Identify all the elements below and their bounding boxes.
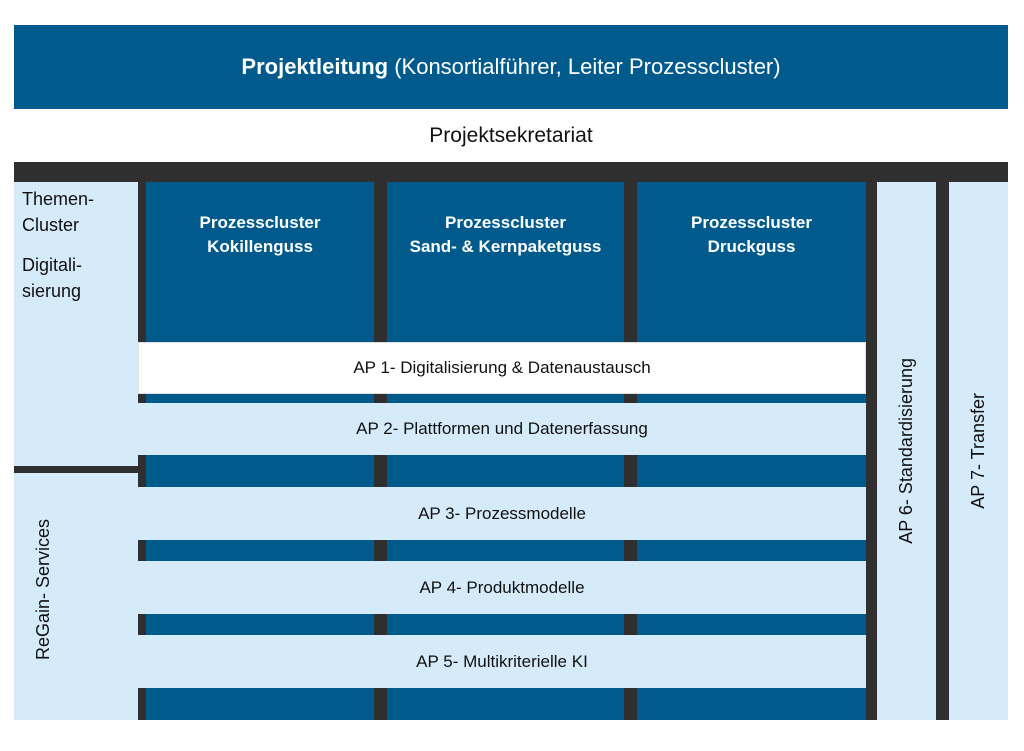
work-package-label: AP 3- Prozessmodelle — [418, 503, 586, 523]
work-package-ap2 — [138, 403, 866, 455]
work-package-label: AP 1- Digitalisierung & Datenaustausch — [353, 358, 651, 377]
work-package-ap1 — [138, 342, 866, 394]
work-package-label: AP 4- Produktmodelle — [419, 577, 585, 597]
cluster-header-line1: Prozesscluster — [445, 213, 566, 232]
cluster-header-kokillenguss — [146, 210, 374, 260]
header-divider-bar — [14, 162, 1008, 182]
work-package-label: AP 5- Multikriterielle KI — [416, 651, 588, 671]
digitalisierung-line2: sierung — [22, 281, 82, 301]
side-column-divider — [14, 466, 138, 473]
digitalisierung-line1: Digitali- — [22, 255, 83, 275]
project-secretariat-label: Projektsekretariat — [429, 123, 593, 147]
project-lead-header — [14, 25, 1008, 109]
themen-cluster-label — [22, 186, 94, 304]
project-lead-title — [241, 54, 780, 80]
work-package-ap7 — [949, 182, 1008, 720]
project-secretariat-bar — [14, 109, 1008, 162]
work-package-ap7-label: AP 7- Transfer — [968, 393, 988, 509]
work-package-ap6 — [877, 182, 936, 720]
regain-services-cell — [14, 490, 72, 690]
cluster-header-line2: Sand- & Kernpaketguss — [409, 237, 602, 256]
cluster-header-line2: Kokillenguss — [207, 237, 313, 256]
cluster-header-line1: Prozesscluster — [691, 213, 812, 232]
regain-services-label: ReGain- Services — [32, 519, 53, 661]
themen-cluster-line2: Cluster — [22, 215, 80, 235]
cluster-header-line2: Druckguss — [707, 237, 796, 256]
project-lead-title-rest: (Konsortialführer, Leiter Prozesscluster) — [388, 54, 781, 79]
cluster-header-sand-kernpaketguss — [387, 210, 624, 260]
themen-cluster-line1: Themen- — [22, 189, 95, 209]
work-package-ap3 — [138, 487, 866, 540]
cluster-header-druckguss — [637, 210, 866, 260]
cluster-header-line1: Prozesscluster — [199, 213, 321, 232]
work-package-ap6-label: AP 6- Standardisierung — [896, 358, 916, 544]
work-package-ap5 — [138, 635, 866, 688]
work-package-label: AP 2- Plattformen und Datenerfassung — [356, 419, 648, 438]
project-lead-title-bold: Projektleitung — [241, 54, 389, 79]
work-package-ap4 — [138, 561, 866, 614]
